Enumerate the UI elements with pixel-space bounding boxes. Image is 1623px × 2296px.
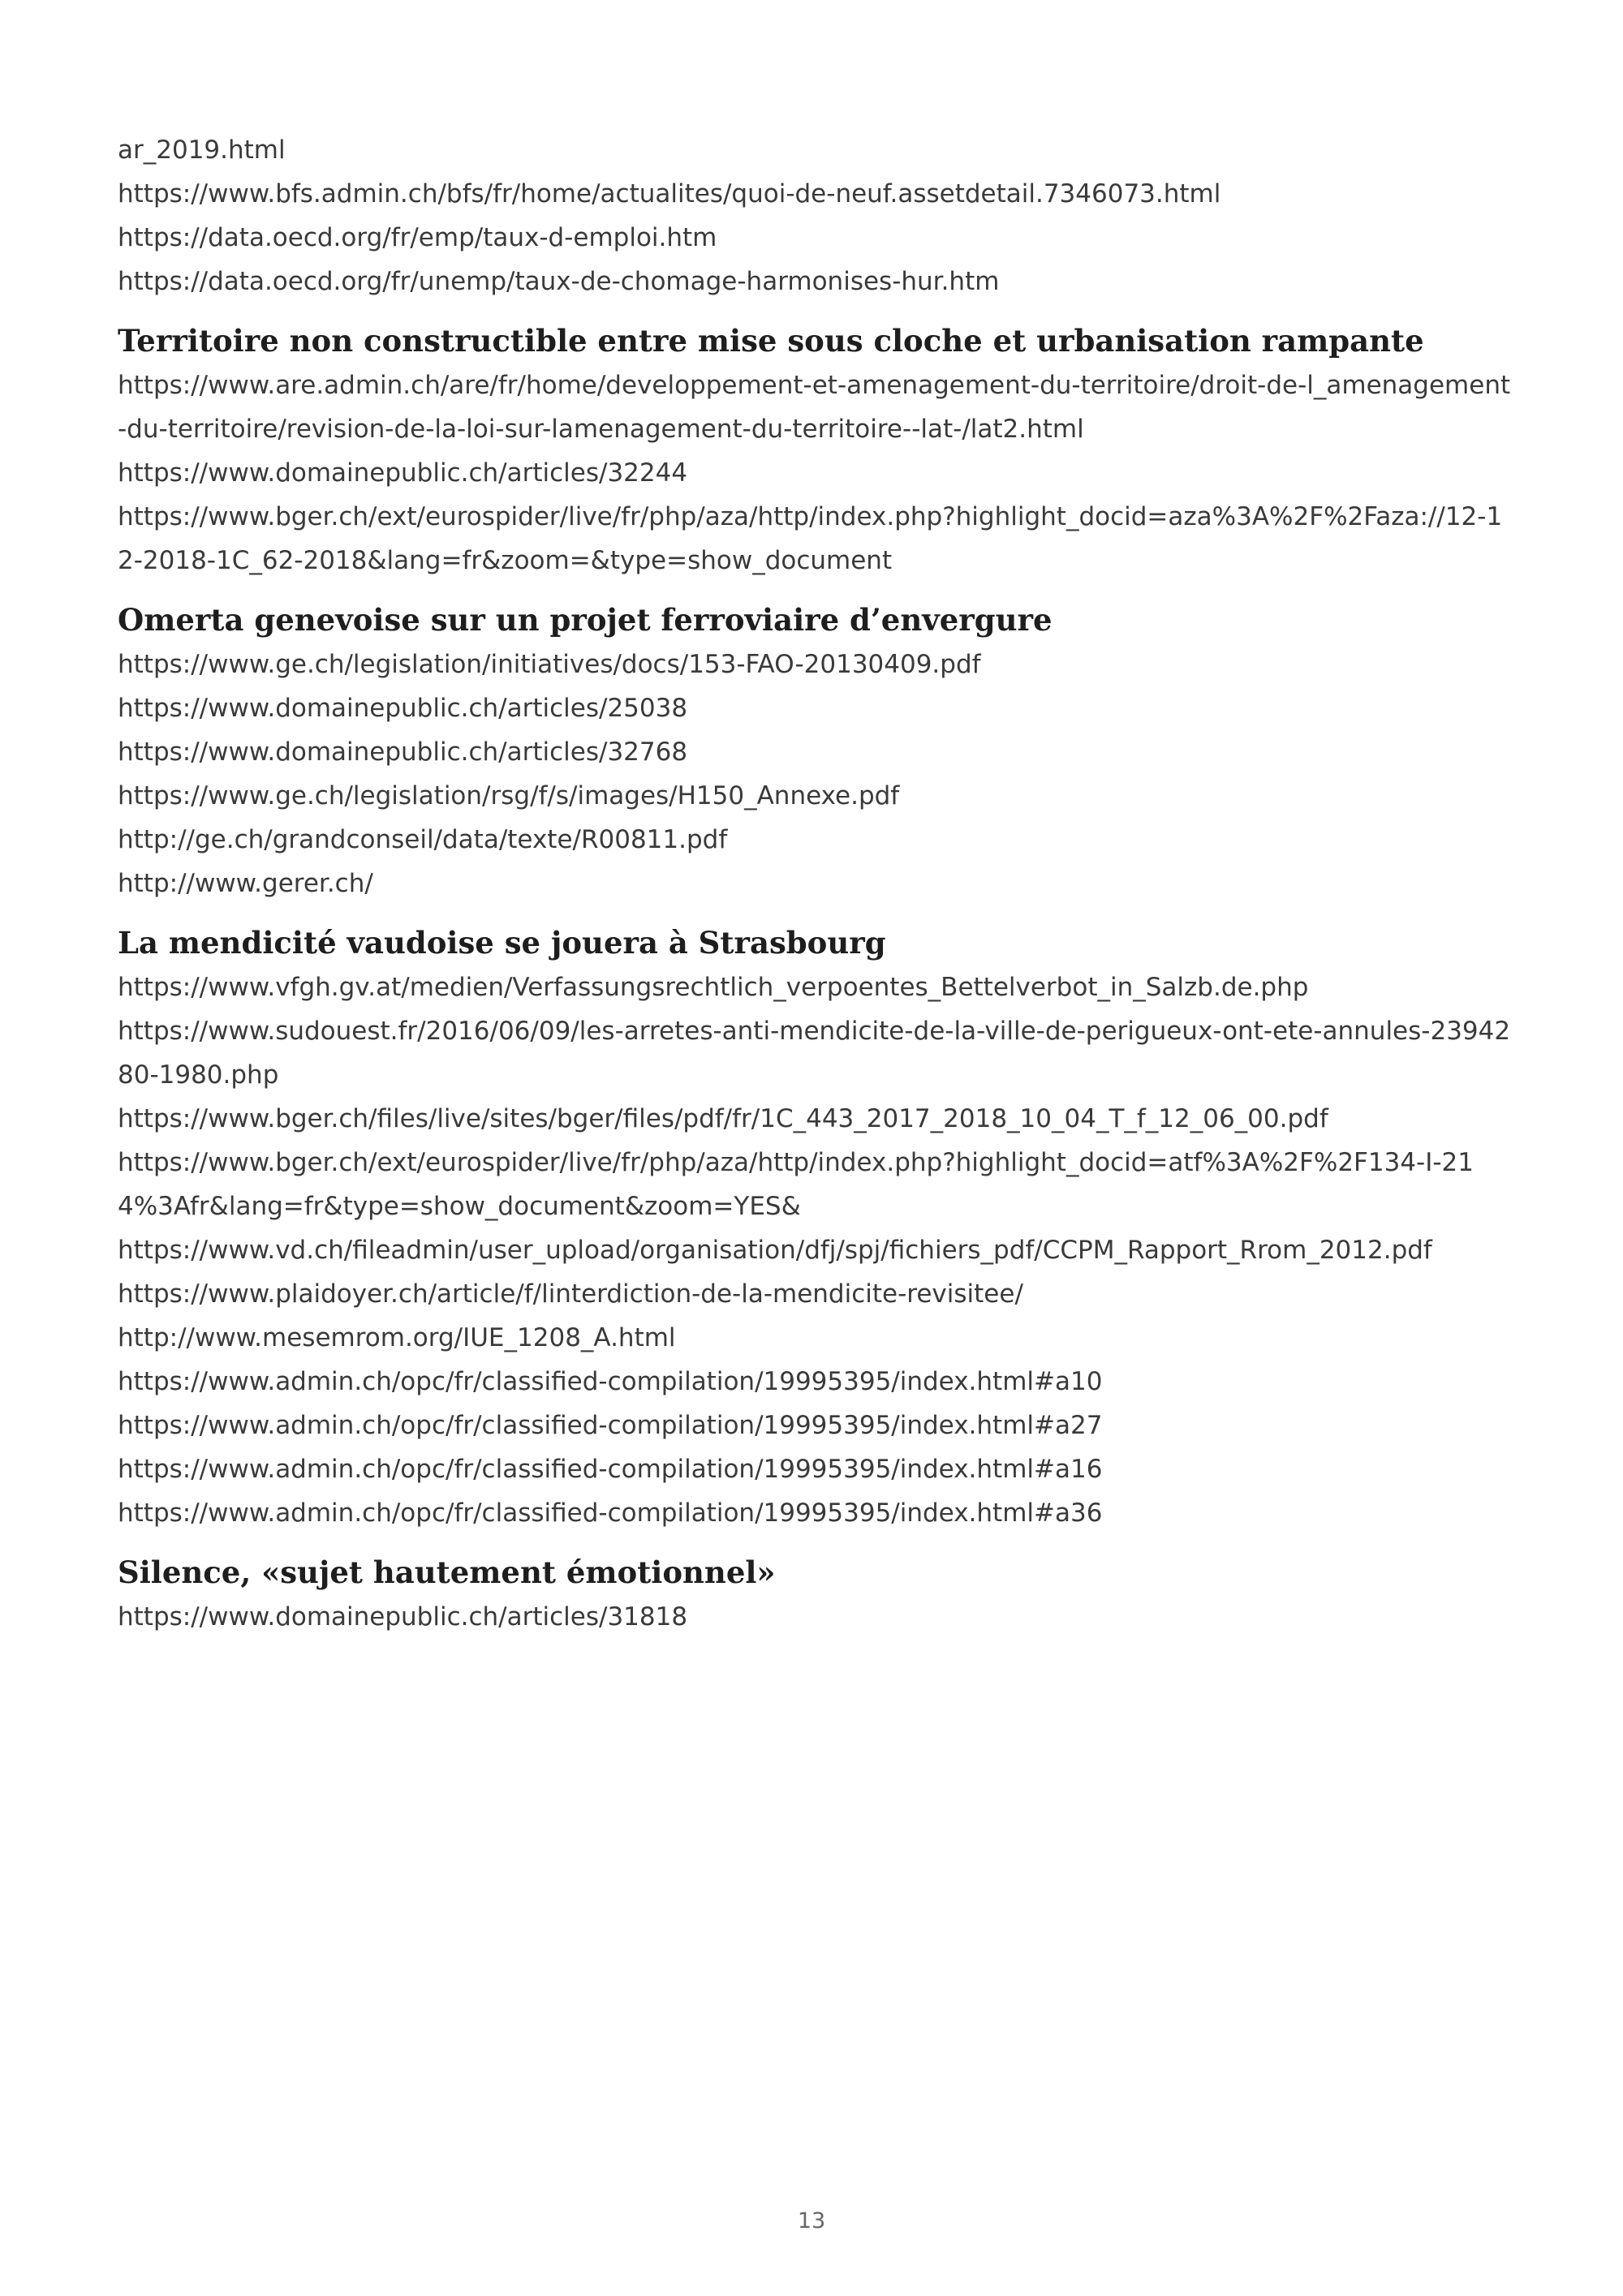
continuation-links (118, 128, 1513, 303)
link[interactable]: https://www.bger.ch/ext/eurospider/live/fr/php/aza/http/index.php?highlight_docid=aza%3A%2F%2Faza://12-12-2018-1C_62-2018&lang=fr&zoom=&type=show_document (118, 502, 1503, 575)
section-omerta (118, 599, 1513, 905)
section-territoire (118, 320, 1513, 583)
link[interactable]: https://data.oecd.org/fr/unemp/taux-de-chomage-harmonises-hur.htm (118, 267, 1000, 296)
link[interactable]: http://ge.ch/grandconseil/data/texte/R00811.pdf (118, 825, 728, 854)
section-heading: Omerta genevoise sur un projet ferroviaire d’envergure (118, 602, 1053, 638)
section-heading: Territoire non constructible entre mise sous cloche et urbanisation rampante (118, 323, 1424, 359)
link[interactable]: https://www.domainepublic.ch/articles/32768 (118, 737, 688, 767)
link[interactable]: http://www.mesemrom.org/IUE_1208_A.html (118, 1323, 676, 1352)
page-content (118, 128, 1513, 1639)
link[interactable]: https://www.sudouest.fr/2016/06/09/les-arretes-anti-mendicite-de-la-ville-de-perigueux-ont-ete-annules-2394280-1980.php (118, 1017, 1511, 1090)
section-heading: La mendicité vaudoise se jouera à Strasbourg (118, 925, 886, 961)
link[interactable]: https://www.bger.ch/ext/eurospider/live/fr/php/aza/http/index.php?highlight_docid=atf%3A%2F%2F134-I-214%3Afr&lang=fr&type=show_document&zoom=YES& (118, 1148, 1474, 1221)
link[interactable]: https://www.admin.ch/opc/fr/classified-compilation/19995395/index.html#a36 (118, 1498, 1103, 1528)
link[interactable]: https://www.ge.ch/legislation/rsg/f/s/images/H150_Annexe.pdf (118, 781, 900, 810)
page-number: 13 (797, 2208, 826, 2234)
link-continuation: ar_2019.html (118, 135, 286, 165)
link[interactable]: https://www.bfs.admin.ch/bfs/fr/home/actualites/quoi-de-neuf.assetdetail.7346073.html (118, 179, 1221, 209)
link[interactable]: https://www.domainepublic.ch/articles/32244 (118, 458, 688, 488)
link[interactable]: https://www.admin.ch/opc/fr/classified-compilation/19995395/index.html#a27 (118, 1411, 1103, 1440)
link[interactable]: http://www.gerer.ch/ (118, 869, 373, 898)
link[interactable]: https://www.bger.ch/files/live/sites/bger/files/pdf/fr/1C_443_2017_2018_10_04_T_f_12_06_00.pdf (118, 1104, 1328, 1133)
link[interactable]: https://www.domainepublic.ch/articles/31818 (118, 1602, 688, 1632)
section-silence (118, 1551, 1513, 1639)
link[interactable]: https://data.oecd.org/fr/emp/taux-d-emploi.htm (118, 223, 717, 252)
link[interactable]: https://www.admin.ch/opc/fr/classified-compilation/19995395/index.html#a10 (118, 1367, 1103, 1396)
section-heading: Silence, «sujet hautement émotionnel» (118, 1554, 776, 1590)
link[interactable]: https://www.vfgh.gv.at/medien/Verfassungsrechtlich_verpoentes_Bettelverbot_in_Salzb.de.php (118, 973, 1309, 1002)
link[interactable]: https://www.vd.ch/fileadmin/user_upload/organisation/dfj/spj/fichiers_pdf/CCPM_Rapport_Rrom_2012.pdf (118, 1236, 1432, 1265)
link[interactable]: https://www.ge.ch/legislation/initiatives/docs/153-FAO-20130409.pdf (118, 650, 981, 679)
section-mendicite (118, 922, 1513, 1535)
link[interactable]: https://www.domainepublic.ch/articles/25038 (118, 694, 688, 723)
link[interactable]: https://www.are.admin.ch/are/fr/home/developpement-et-amenagement-du-territoire/droit-de-l_amenagement-du-territoire/revision-de-la-loi-sur-lamenagement-du-territoire--lat-/lat2.html (118, 371, 1511, 444)
link[interactable]: https://www.plaidoyer.ch/article/f/linterdiction-de-la-mendicite-revisitee/ (118, 1279, 1023, 1309)
link[interactable]: https://www.admin.ch/opc/fr/classified-compilation/19995395/index.html#a16 (118, 1455, 1103, 1484)
